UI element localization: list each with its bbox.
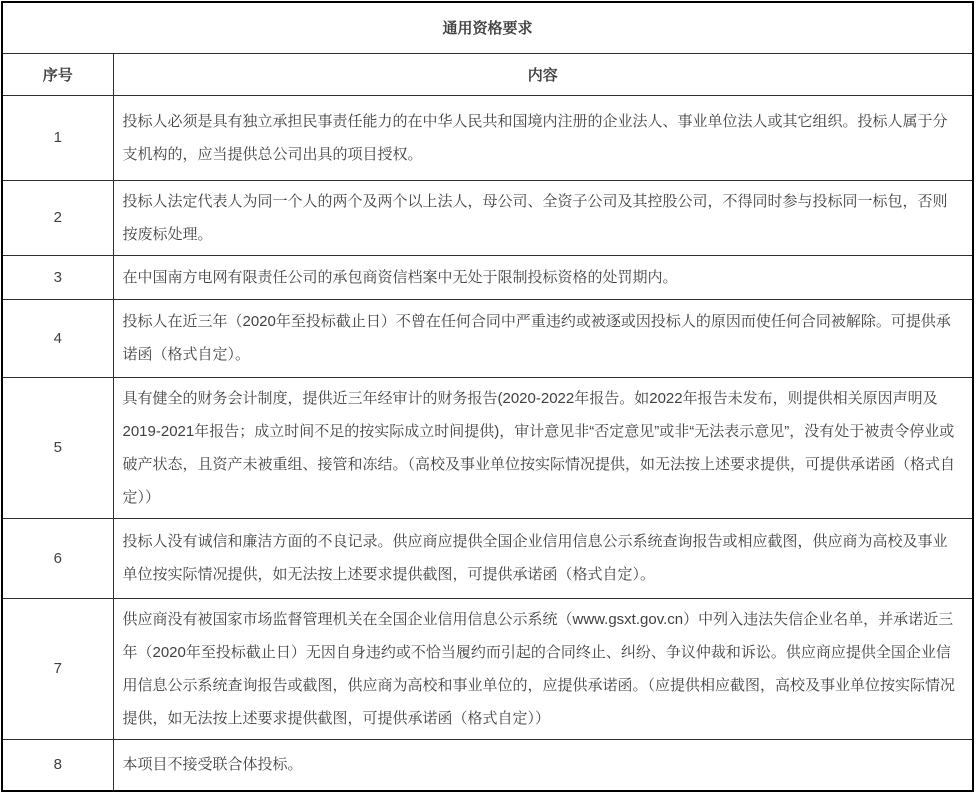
row-content: 投标人没有诚信和廉洁方面的不良记录。供应商应提供全国企业信用信息公示系统查询报告或相应截图，供应商为高校及事业单位按实际情况提供，如无法按上述要求提供截图，可提供承诺函（格式自定）。 — [113, 518, 973, 598]
table-row — [2, 299, 973, 377]
column-header-content: 内容 — [113, 53, 973, 95]
table-header-row — [2, 53, 973, 95]
row-content: 投标人法定代表人为同一个人的两个及两个以上法人，母公司、全资子公司及其控股公司，不得同时参与投标同一标包，否则按废标处理。 — [113, 180, 973, 255]
table-row — [2, 598, 973, 739]
table-row — [2, 95, 973, 180]
table-row — [2, 255, 973, 299]
row-number: 4 — [2, 299, 113, 377]
row-content: 具有健全的财务会计制度，提供近三年经审计的财务报告(2020-2022年报告。如2022年报告未发布，则提供相关原因声明及2019-2021年报告；成立时间不足的按实际成立时间提供)，审计意见非“否定意见”或非“无法表示意见”，没有处于被责令停业或破产状态，且资产未被重组、接管和冻结。（高校及事业单位按实际情况提供，如无法按上述要求提供，可提供承诺函（格式自定）） — [113, 377, 973, 518]
row-content: 供应商没有被国家市场监督管理机关在全国企业信用信息公示系统（www.gsxt.gov.cn）中列入违法失信企业名单，并承诺近三年（2020年至投标截止日）无因自身违约或不恰当履约而引起的合同终止、纠纷、争议仲裁和诉讼。供应商应提供全国企业信用信息公示系统查询报告或截图，供应商为高校和事业单位的，应提供承诺函。（应提供相应截图，高校及事业单位按实际情况提供，如无法按上述要求提供截图，可提供承诺函（格式自定）） — [113, 598, 973, 739]
column-header-no: 序号 — [2, 53, 113, 95]
row-number: 7 — [2, 598, 113, 739]
table-row — [2, 180, 973, 255]
row-content: 投标人在近三年（2020年至投标截止日）不曾在任何合同中严重违约或被逐或因投标人的原因而使任何合同被解除。可提供承诺函（格式自定）。 — [113, 299, 973, 377]
row-number: 8 — [2, 739, 113, 791]
table-title-row — [2, 2, 973, 53]
table-row — [2, 377, 973, 518]
row-content: 投标人必须是具有独立承担民事责任能力的在中华人民共和国境内注册的企业法人、事业单位法人或其它组织。投标人属于分支机构的，应当提供总公司出具的项目授权。 — [113, 95, 973, 180]
row-number: 3 — [2, 255, 113, 299]
row-number: 6 — [2, 518, 113, 598]
row-number: 1 — [2, 95, 113, 180]
table-row — [2, 518, 973, 598]
table-title: 通用资格要求 — [2, 2, 973, 53]
table-row — [2, 739, 973, 791]
qualification-requirements-table — [1, 1, 974, 792]
row-content: 本项目不接受联合体投标。 — [113, 739, 973, 791]
row-number: 2 — [2, 180, 113, 255]
row-content: 在中国南方电网有限责任公司的承包商资信档案中无处于限制投标资格的处罚期内。 — [113, 255, 973, 299]
row-number: 5 — [2, 377, 113, 518]
